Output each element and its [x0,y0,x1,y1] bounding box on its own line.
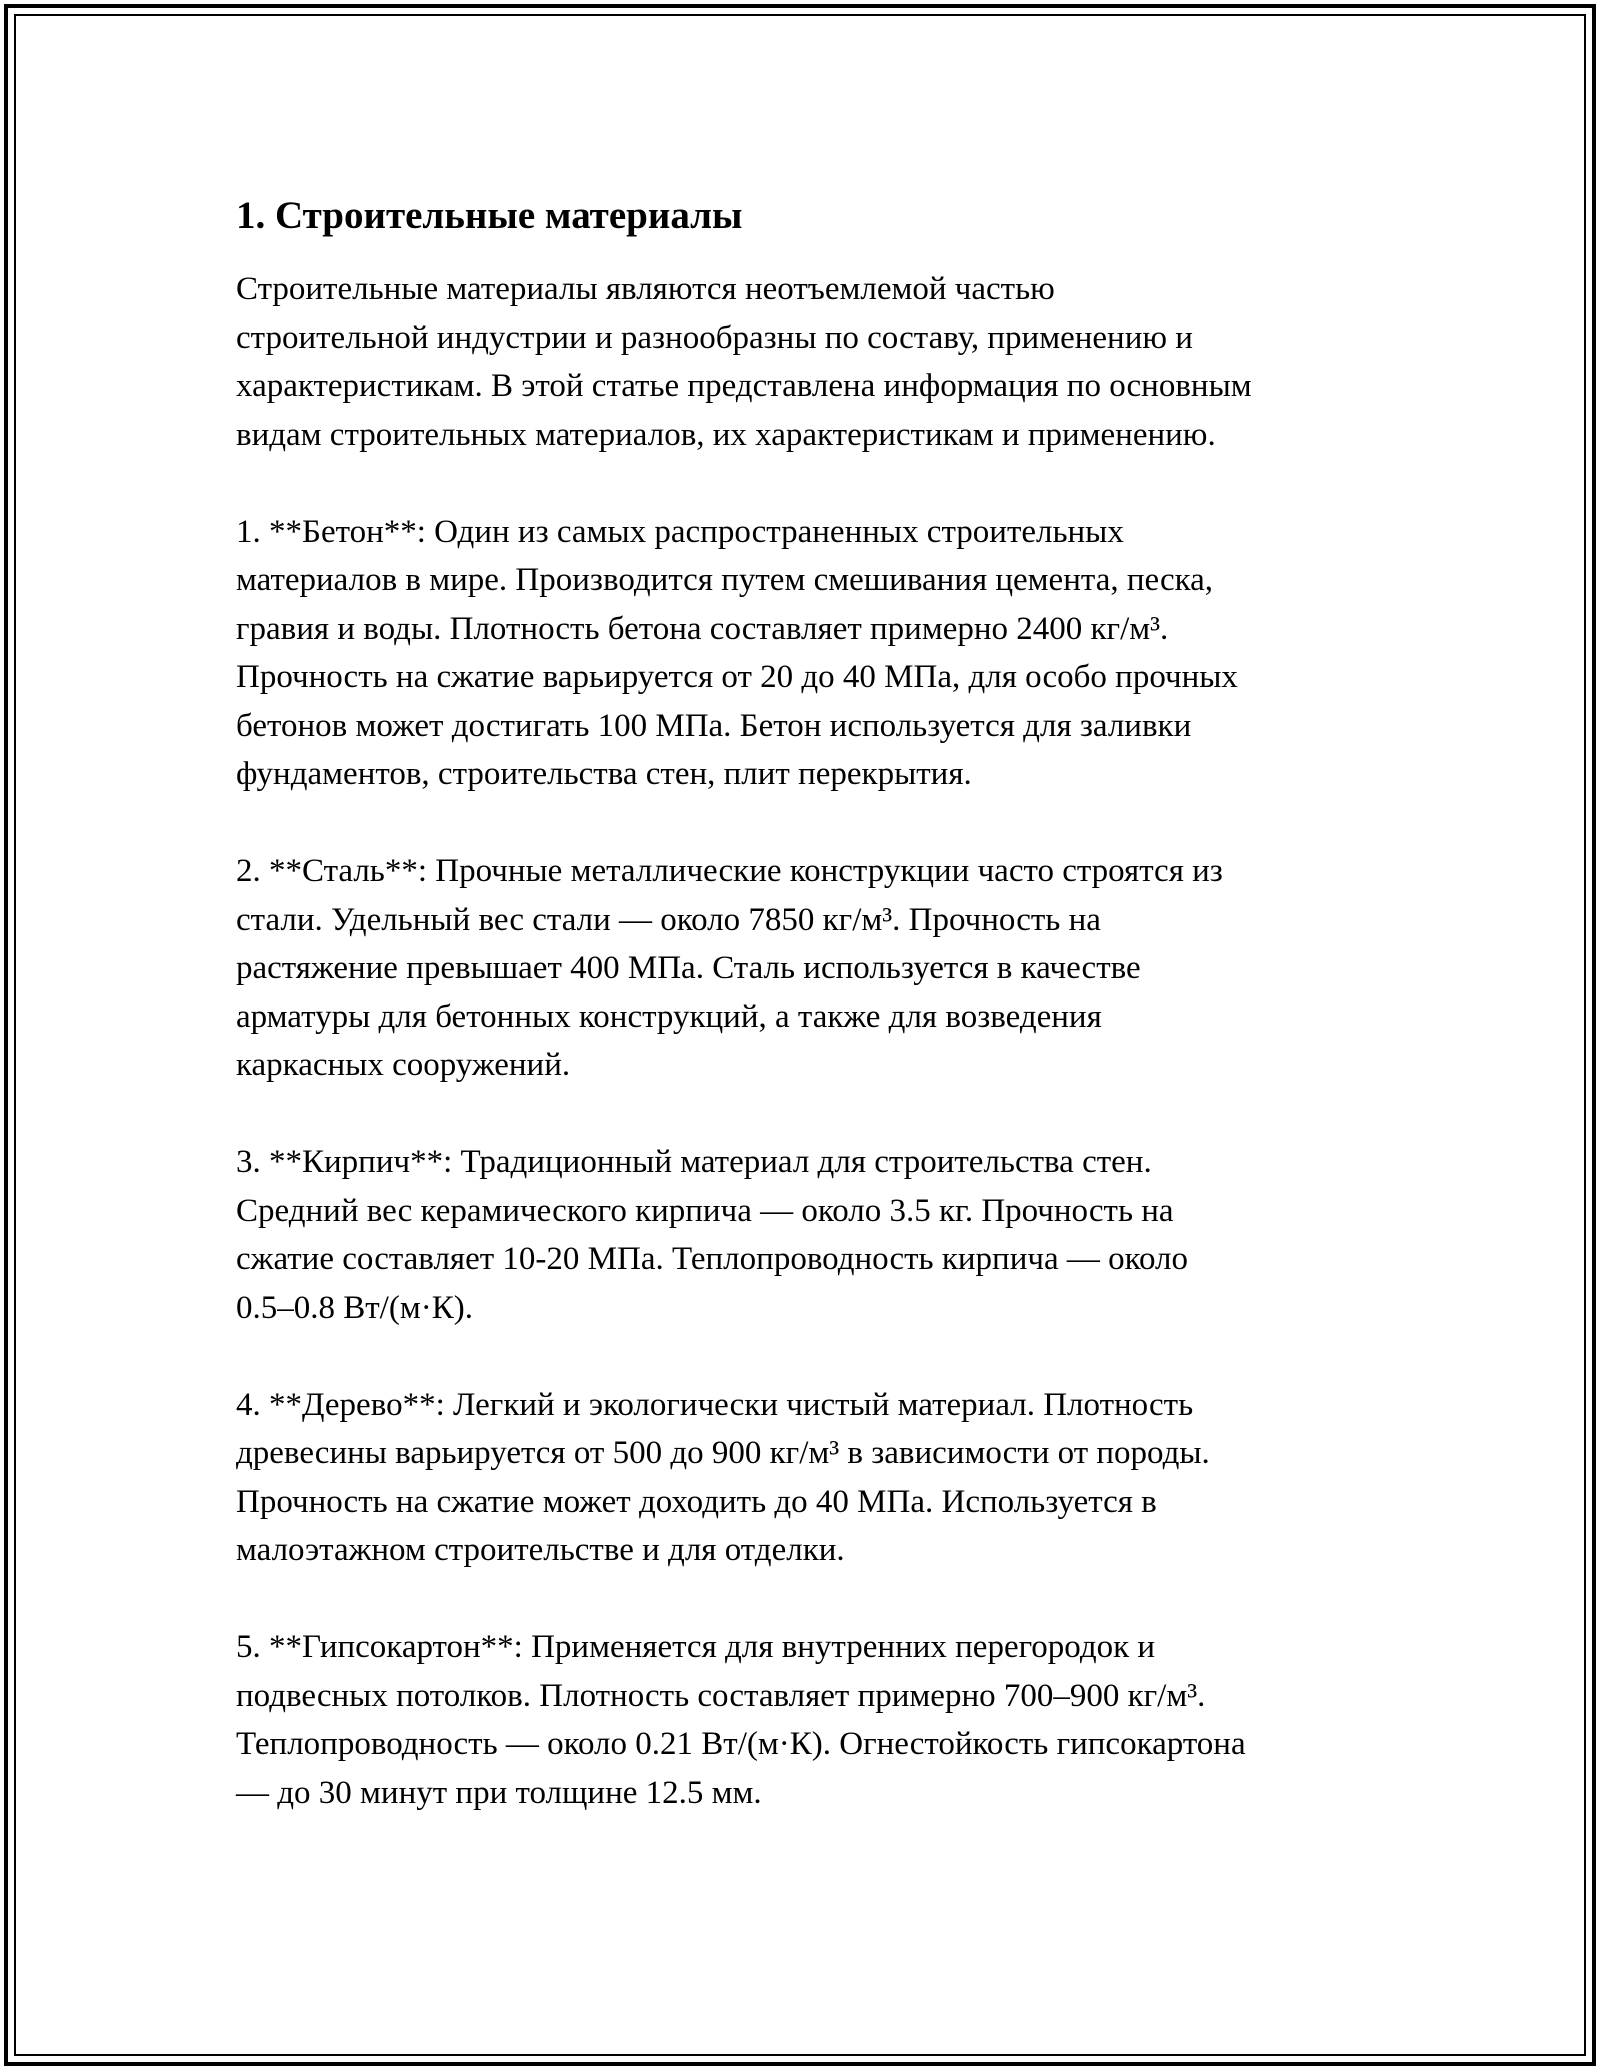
intro-line: Строительные материалы являются неотъемлемой частью [236,271,1055,307]
intro-paragraph [236,265,1386,459]
list-item-line: Прочность на сжатие может доходить до 40 МПа. Используется в [236,1483,1157,1520]
list-item-line: — до 30 минут при толщине 12.5 мм. [236,1774,762,1811]
list-item-line: древесины варьируется от 500 до 900 кг/м³ в зависимости от породы. [236,1435,1210,1471]
intro-line: строительной индустрии и разнообразны по составу, применению и [236,319,1193,356]
list-item-line: материалов в мире. Производится путем смешивания цемента, песка, [236,562,1214,598]
list-item-line: сжатие составляет 10-20 МПа. Теплопроводность кирпича — около [236,1241,1189,1277]
list-item-brick [236,1138,1386,1332]
intro-line: видам строительных материалов, их характеристикам и применению. [236,416,1216,453]
list-item-line: малоэтажном строительстве и для отделки. [236,1532,845,1568]
list-item-line: Средний вес керамического кирпича — около 3.5 кг. Прочность на [236,1192,1174,1229]
list-item-line: фундаментов, строительства стен, плит перекрытия. [236,756,972,792]
list-item-concrete [236,508,1386,799]
intro-line: характеристикам. В этой статье представлена информация по основным [236,368,1252,404]
list-item-drywall [236,1623,1386,1817]
list-item-line: подвесных потолков. Плотность составляет примерно 700–900 кг/м³. [236,1677,1206,1714]
list-item-line: растяжение превышает 400 МПа. Сталь используется в качестве [236,950,1141,986]
list-item-line: Теплопроводность — около 0.21 Вт/(м·К). Огнестойкость гипсокартона [236,1726,1246,1762]
list-item-wood [236,1381,1386,1575]
list-item-line: стали. Удельный вес стали — около 7850 кг/м³. Прочность на [236,901,1101,938]
section-heading: 1. Строительные материалы [236,194,743,237]
list-item-line: 4. **Дерево**: Легкий и экологически чистый материал. Плотность [236,1386,1194,1423]
list-item-line: каркасных сооружений. [236,1047,571,1083]
list-item-line: бетонов может достигать 100 МПа. Бетон используется для заливки [236,707,1192,744]
list-item-steel [236,847,1386,1090]
list-item-line: 5. **Гипсокартон**: Применяется для внутренних перегородок и [236,1629,1156,1665]
list-item-line: 1. **Бетон**: Один из самых распространенных строительных [236,513,1124,550]
list-item-line: 2. **Сталь**: Прочные металлические конструкции часто строятся из [236,853,1223,889]
list-item-line: 3. **Кирпич**: Традиционный материал для строительства стен. [236,1144,1152,1180]
list-item-line: 0.5–0.8 Вт/(м·К). [236,1289,473,1326]
document-body [236,188,1386,1817]
list-item-line: Прочность на сжатие варьируется от 20 до 40 МПа, для особо прочных [236,659,1238,695]
list-item-line: арматуры для бетонных конструкций, а также для возведения [236,998,1102,1035]
list-item-line: гравия и воды. Плотность бетона составляет примерно 2400 кг/м³. [236,610,1169,647]
